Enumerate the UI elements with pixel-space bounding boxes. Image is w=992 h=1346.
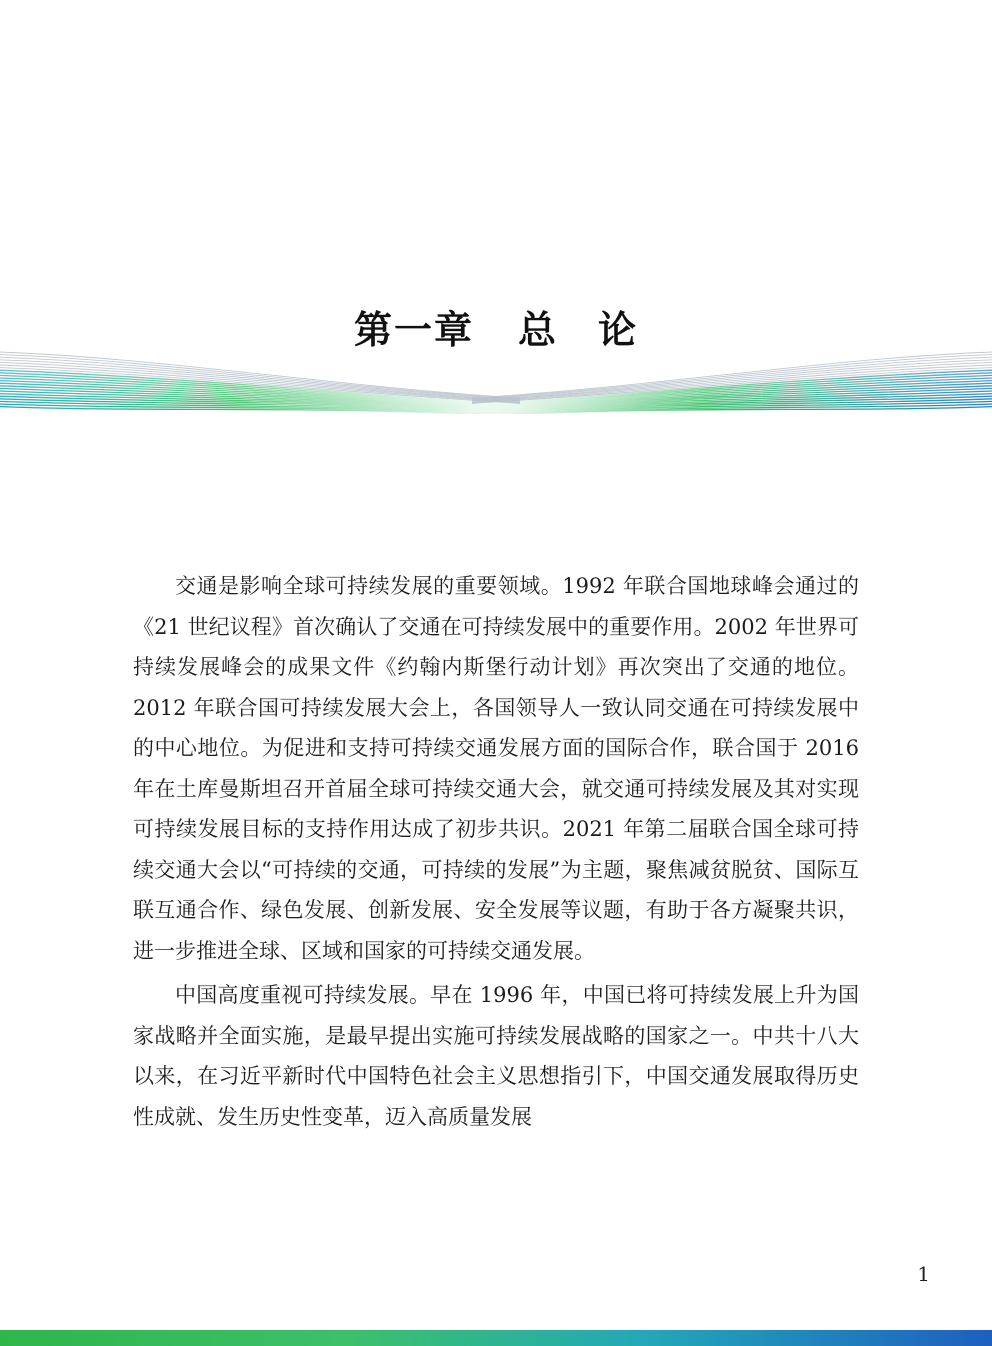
chapter-name: 总 论	[518, 308, 639, 352]
chapter-number: 第一章	[353, 308, 474, 352]
wave-lines	[0, 352, 992, 414]
decorative-wave-band	[0, 344, 992, 414]
footer-gradient-bar	[0, 1330, 992, 1346]
page-number: 1	[917, 1262, 930, 1286]
body-text	[133, 566, 859, 1141]
paragraph-2: 中国高度重视可持续发展。早在 1996 年，中国已将可持续发展上升为国家战略并全面实施，是最早提出实施可持续发展战略的国家之一。中共十八大以来，在习近平新时代中国特色社会主义思想指引下，中国交通发展取得历史性成就、发生历史性变革，迈入高质量发展	[133, 983, 859, 1129]
paragraph-1: 交通是影响全球可持续发展的重要领域。1992 年联合国地球峰会通过的《21 世纪议程》首次确认了交通在可持续发展中的重要作用。2002 年世界可持续发展峰会的成果文件《约翰内斯堡行动计划》再次突出了交通的地位。2012 年联合国可持续发展大会上，各国领导人一致认同交通在可持续发展中的中心地位。为促进和支持可持续交通发展方面的国际合作，联合国于 2016 年在土库曼斯坦召开首届全球可持续交通大会，就交通可持续发展及其对实现可持续发展目标的支持作用达成了初步共识。2021 年第二届联合国全球可持续交通大会以“可持续的交通，可持续的发展”为主题，聚焦减贫脱贫、国际互联互通合作、绿色发展、创新发展、安全发展等议题，有助于各方凝聚共识，进一步推进全球、区域和国家的可持续交通发展。	[133, 574, 859, 963]
